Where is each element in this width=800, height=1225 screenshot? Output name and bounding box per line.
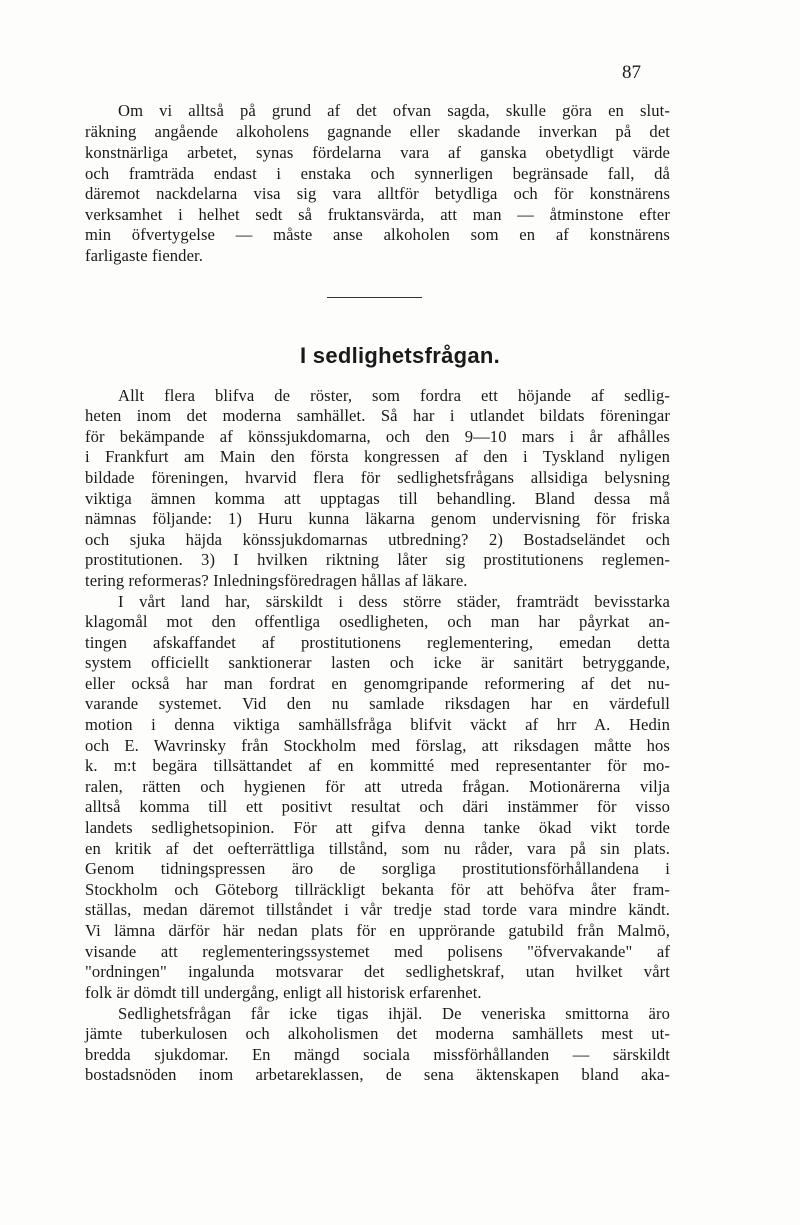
page-number: 87 bbox=[622, 62, 641, 83]
text-line: och sjuka häjda könssjukdomarnas utbredning? 2) Bostadseländet och bbox=[85, 530, 670, 549]
text-line: folk är dömdt till undergång, enligt all historisk erfarenhet. bbox=[85, 983, 482, 1002]
text-line: Allt flera blifva de röster, som fordra ett höjande af sedlig- bbox=[118, 386, 670, 405]
text-line: system officiellt sanktionerar lasten och icke är sanitärt betryggande, bbox=[85, 653, 670, 672]
text-line: bredda sjukdomar. En mängd sociala missförhållanden — särskildt bbox=[85, 1045, 670, 1064]
text-line: däremot nackdelarna visa sig vara alltför betydliga och för konstnärens bbox=[85, 184, 670, 203]
text-line: bostadsnöden inom arbetareklassen, de sena äktenskapen bland aka- bbox=[85, 1065, 670, 1084]
text-line: Sedlighetsfrågan får icke tigas ihjäl. De veneriska smittorna äro bbox=[118, 1004, 670, 1023]
text-line: och framträda endast i enstaka och synnerligen begränsade fall, då bbox=[85, 164, 670, 183]
text-line: landets sedlighetsopinion. För att gifva denna tanke ökad vikt torde bbox=[85, 818, 670, 837]
text-line: bildade föreningen, hvarvid flera för sedlighetsfrågans allsidiga belysning bbox=[85, 468, 670, 487]
text-line: ställas, medan däremot tillståndet i vår tredje stad torde vara mindre kändt. bbox=[85, 900, 670, 919]
text-line: farligaste fiender. bbox=[85, 246, 203, 265]
text-line: visande att reglementeringssystemet med polisens "öfvervakande" af bbox=[85, 942, 670, 961]
text-line: Om vi alltså på grund af det ofvan sagda, skulle göra en slut- bbox=[118, 101, 670, 120]
text-line: i Frankfurt am Main den första kongressen af den i Tyskland nyligen bbox=[85, 447, 670, 466]
text-line: konstnärliga arbetet, synas fördelarna vara af ganska obetydligt värde bbox=[85, 143, 670, 162]
text-line: I vårt land har, särskildt i dess större städer, framträdt bevisstarka bbox=[118, 592, 670, 611]
text-line: heten inom det moderna samhället. Så har i utlandet bildats föreningar bbox=[85, 406, 670, 425]
text-line: min öfvertygelse — måste anse alkoholen som en af konstnärens bbox=[85, 225, 670, 244]
text-line: verksamhet i helhet sedt så fruktansvärda, att man — åtminstone efter bbox=[85, 205, 670, 224]
text-line: alltså komma till ett positivt resultat och däri instämmer för visso bbox=[85, 797, 670, 816]
text-line: ralen, rätten och hygienen för att utreda frågan. Motionärerna vilja bbox=[85, 777, 670, 796]
text-line: "ordningen" ingalunda motsvarar det sedlighetskraf, utan hvilket vårt bbox=[85, 962, 670, 981]
text-line: nämnas följande: 1) Huru kunna läkarna genom undervisning för friska bbox=[85, 509, 670, 528]
text-line: viktiga ämnen komma att upptagas till behandling. Bland dessa må bbox=[85, 489, 670, 508]
text-line: för bekämpande af könssjukdomarna, och den 9—10 mars i år afhålles bbox=[85, 427, 670, 446]
text-line: eller också har man fordrat en genomgripande reformering af det nu- bbox=[85, 674, 670, 693]
text-line: Stockholm och Göteborg tillräckligt bekanta för att behöfva åter fram- bbox=[85, 880, 670, 899]
text-line: och E. Wavrinsky från Stockholm med förslag, att riksdagen måtte hos bbox=[85, 736, 670, 755]
section-heading: I sedlighetsfrågan. bbox=[299, 343, 501, 368]
text-line: en kritik af det oefterrättliga tillstånd, som nu råder, vara på sin plats. bbox=[85, 839, 670, 858]
text-line: klagomål mot den offentliga osedligheten, och man har påyrkat an- bbox=[85, 612, 670, 631]
text-line: Genom tidningspressen äro de sorgliga prostitutionsförhållandena i bbox=[85, 859, 670, 878]
text-line: varande systemet. Vid den nu samlade riksdagen har en värdefull bbox=[85, 694, 670, 713]
text-line: prostitutionen. 3) I hvilken riktning låter sig prostitutionens reglemen- bbox=[85, 550, 670, 569]
section-divider bbox=[327, 297, 422, 298]
text-line: tering reformeras? Inledningsföredragen hållas af läkare. bbox=[85, 571, 468, 590]
text-line: räkning angående alkoholens gagnande eller skadande inverkan på det bbox=[85, 122, 670, 141]
text-line: k. m:t begära tillsättandet af en kommitté med representanter för mo- bbox=[85, 756, 670, 775]
text-line: motion i denna viktiga samhällsfråga blifvit väckt af hrr A. Hedin bbox=[85, 715, 670, 734]
text-line: jämte tuberkulosen och alkoholismen det moderna samhällets mest ut- bbox=[85, 1024, 670, 1043]
text-line: Vi lämna därför här nedan plats för en upprörande gatubild från Malmö, bbox=[85, 921, 670, 940]
text-line: tingen afskaffandet af prostitutionens reglementering, emedan detta bbox=[85, 633, 670, 652]
